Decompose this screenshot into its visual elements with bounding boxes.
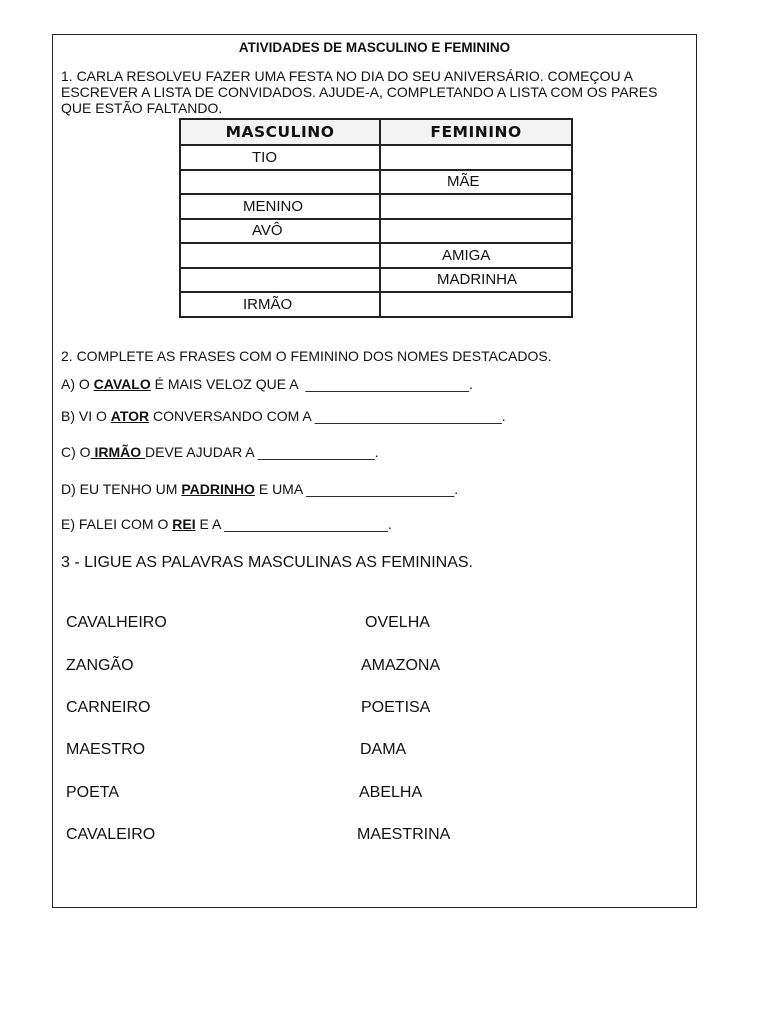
table-cell [380, 292, 572, 317]
highlighted-word: REI [172, 516, 196, 532]
sentence-d: D) EU TENHO UM PADRINHO E UMA ___________________. [61, 481, 459, 497]
table-cell [380, 145, 572, 170]
table-cell [180, 268, 380, 293]
feminine-word: OVELHA [365, 614, 430, 631]
table-cell: MADRINHA [380, 268, 572, 293]
table-cell: TIO [180, 145, 380, 170]
table-cell [380, 219, 572, 244]
masculine-word: POETA [66, 784, 120, 801]
worksheet [52, 34, 697, 908]
masculine-word: CARNEIRO [66, 699, 151, 716]
sentence-c: C) O IRMÃO DEVE AJUDAR A _______________. [61, 444, 379, 460]
sentence-e: E) FALEI COM O REI E A _____________________. [61, 516, 392, 532]
feminine-word: POETISA [361, 699, 431, 716]
masculine-word: CAVALHEIRO [66, 614, 167, 631]
question-2-text: 2. COMPLETE AS FRASES COM O FEMININO DOS NOMES DESTACADOS. [61, 348, 552, 364]
table-row [180, 170, 572, 195]
table-header-row [180, 119, 572, 145]
question-1-text: 1. CARLA RESOLVEU FAZER UMA FESTA NO DIA DO SEU ANIVERSÁRIO. COMEÇOU A ESCREVER A LISTA DE CONVIDADOS. AJUDE-A, COMPLETANDO A LISTA COM OS PARES QUE ESTÃO FALTANDO. [61, 68, 658, 116]
feminine-word: ABELHA [359, 784, 423, 801]
highlighted-word: PADRINHO [181, 481, 255, 497]
highlighted-word: IRMÃO [90, 444, 146, 460]
table-cell [180, 243, 380, 268]
gender-pairs-table [179, 118, 573, 318]
table-cell: MÃE [380, 170, 572, 195]
feminine-word: MAESTRINA [357, 826, 451, 843]
masculine-word: ZANGÃO [66, 657, 134, 674]
sentence-b: B) VI O ATOR CONVERSANDO COM A ________________________. [61, 408, 506, 424]
header-masculino: MASCULINO [180, 119, 380, 145]
highlighted-word: CAVALO [93, 376, 151, 392]
header-feminino: FEMININO [380, 119, 572, 145]
table-row [180, 243, 572, 268]
sentence-a: A) O CAVALO É MAIS VELOZ QUE A _____________________. [61, 376, 473, 392]
table-row [180, 194, 572, 219]
table-cell: AMIGA [380, 243, 572, 268]
table-cell: MENINO [180, 194, 380, 219]
table-row [180, 292, 572, 317]
table-row [180, 268, 572, 293]
table-row [180, 219, 572, 244]
table-cell [180, 170, 380, 195]
masculine-word: MAESTRO [66, 741, 146, 758]
table-cell: AVÔ [180, 219, 380, 244]
table-cell [380, 194, 572, 219]
worksheet-title: ATIVIDADES DE MASCULINO E FEMININO [238, 40, 511, 55]
masculine-word: CAVALEIRO [66, 826, 156, 843]
feminine-word: DAMA [360, 741, 407, 758]
question-3-text: 3 - LIGUE AS PALAVRAS MASCULINAS AS FEMININAS. [61, 554, 473, 571]
table-row [180, 145, 572, 170]
feminine-word: AMAZONA [361, 657, 441, 674]
table-cell: IRMÃO [180, 292, 380, 317]
highlighted-word: ATOR [110, 408, 150, 424]
